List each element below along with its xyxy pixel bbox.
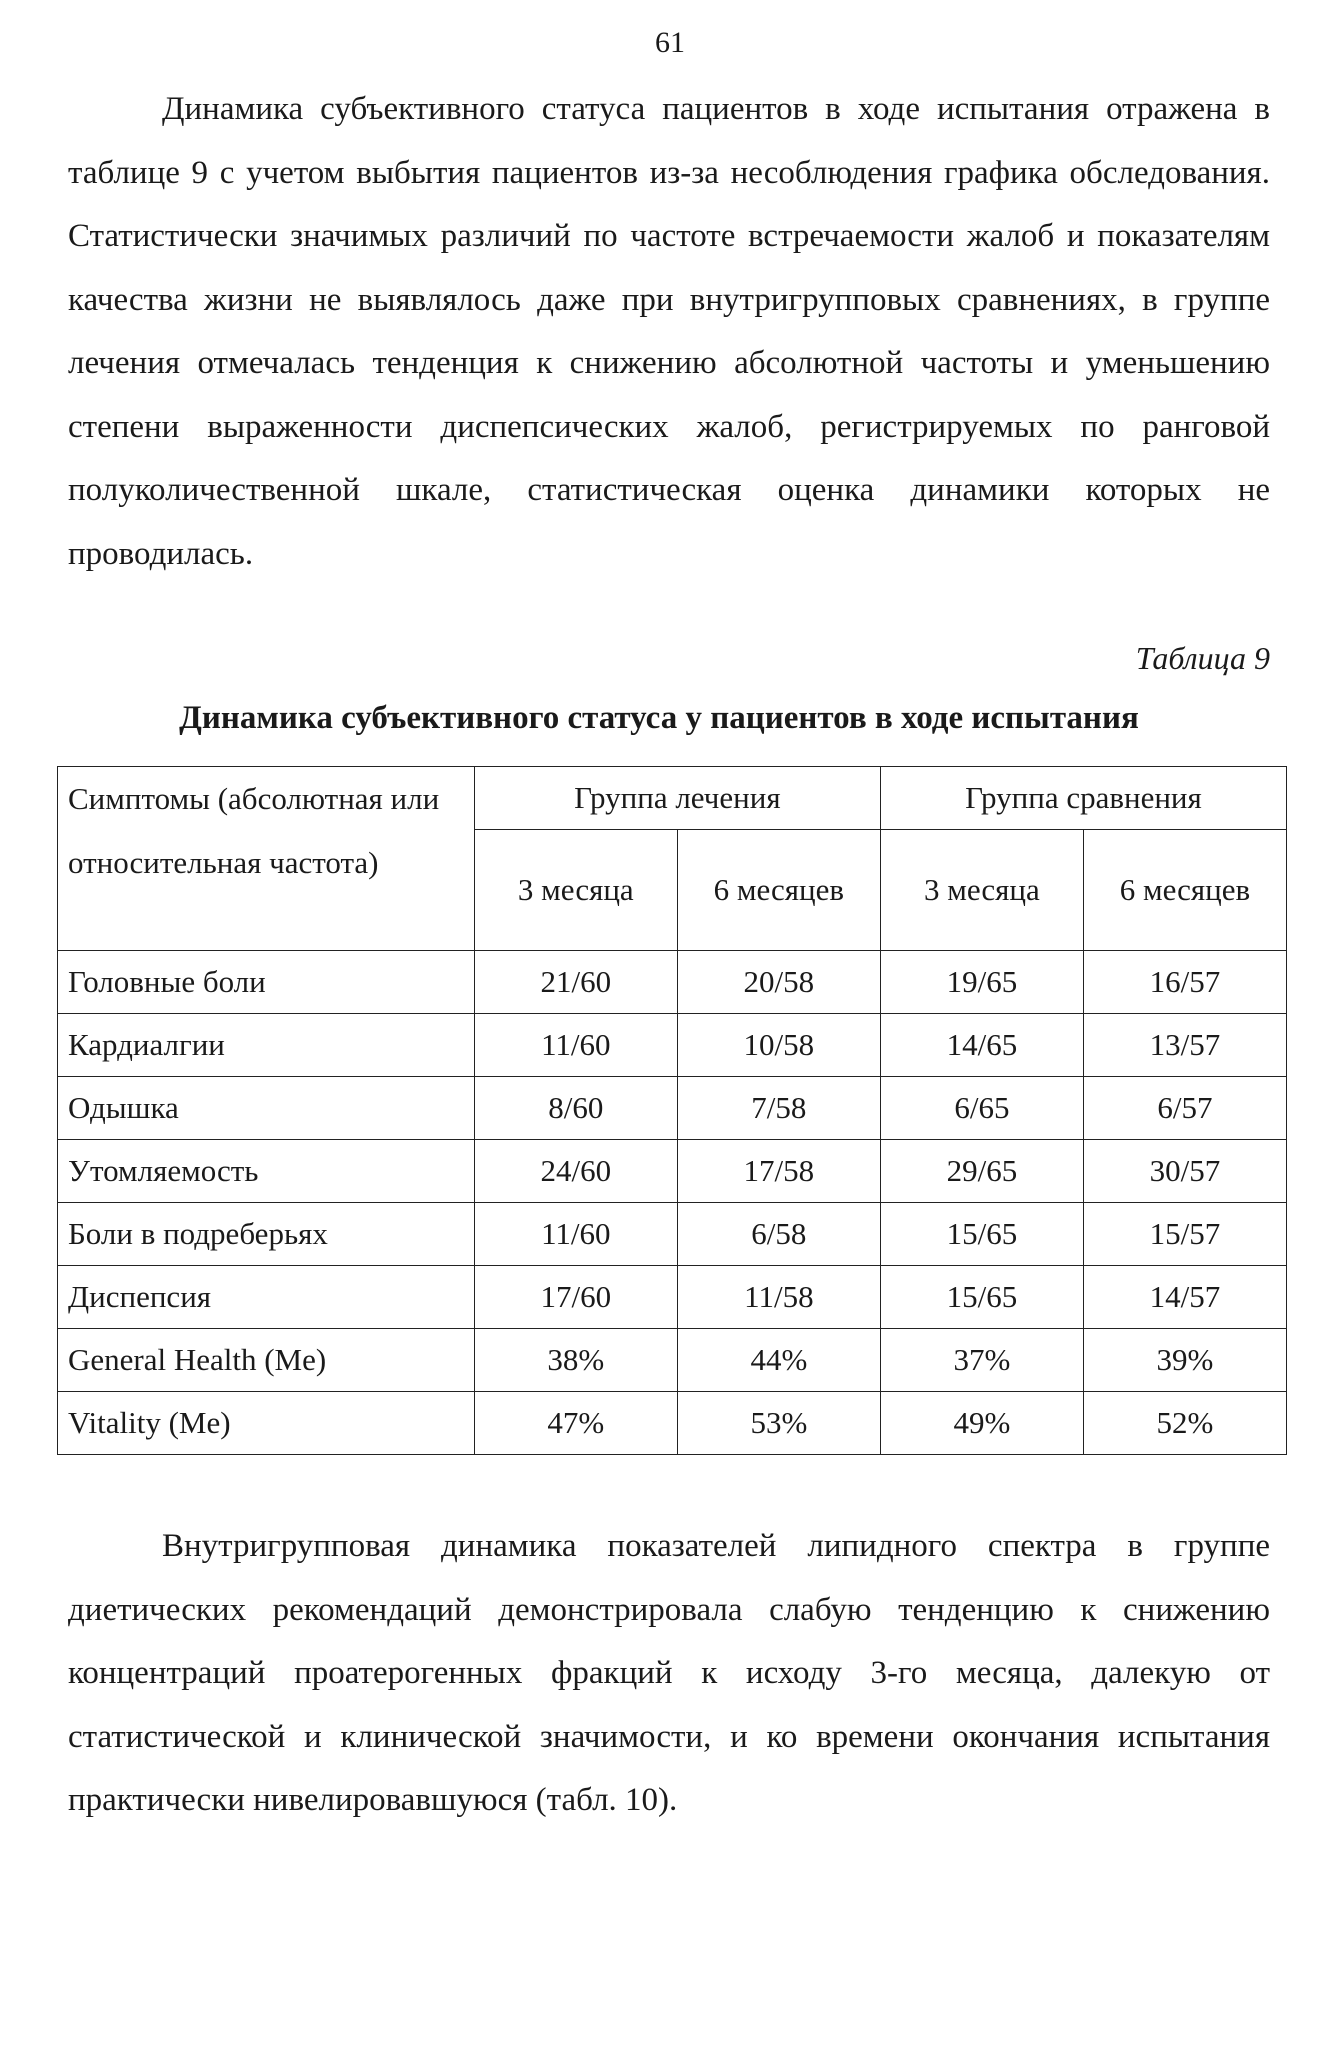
table-cell: 11/60 <box>474 1014 677 1077</box>
table-row <box>58 1266 1287 1329</box>
header-treatment-group: Группа лечения <box>474 767 880 830</box>
table-cell: 19/65 <box>880 951 1083 1014</box>
table-cell: 8/60 <box>474 1077 677 1140</box>
row-label: Одышка <box>58 1077 475 1140</box>
table-cell: 52% <box>1083 1392 1286 1455</box>
table-cell: 11/60 <box>474 1203 677 1266</box>
table-cell: 15/57 <box>1083 1203 1286 1266</box>
table-cell: 29/65 <box>880 1140 1083 1203</box>
page-number: 61 <box>655 26 685 59</box>
table-row <box>58 1077 1287 1140</box>
row-label: Утомляемость <box>58 1140 475 1203</box>
table-caption: Таблица 9 <box>1135 640 1270 676</box>
table-cell: 6/65 <box>880 1077 1083 1140</box>
table-cell: 17/58 <box>677 1140 880 1203</box>
table-cell: 21/60 <box>474 951 677 1014</box>
table-cell: 13/57 <box>1083 1014 1286 1077</box>
table-row <box>58 1392 1287 1455</box>
table-row <box>58 1203 1287 1266</box>
row-label: General Health (Me) <box>58 1329 475 1392</box>
row-label: Боли в подреберьях <box>58 1203 475 1266</box>
table-cell: 14/65 <box>880 1014 1083 1077</box>
table-cell: 6/58 <box>677 1203 880 1266</box>
row-label: Диспепсия <box>58 1266 475 1329</box>
table-cell: 14/57 <box>1083 1266 1286 1329</box>
symptom-dynamics-table <box>57 766 1287 1455</box>
table-row <box>58 1140 1287 1203</box>
row-label: Головные боли <box>58 951 475 1014</box>
table-row <box>58 1014 1287 1077</box>
table-cell: 10/58 <box>677 1014 880 1077</box>
header-symptoms: Симптомы (абсолютная или относительная частота) <box>58 767 475 951</box>
row-label: Кардиалгии <box>58 1014 475 1077</box>
header-month: 6 месяцев <box>1083 830 1286 951</box>
header-comparison-group: Группа сравнения <box>880 767 1286 830</box>
table-cell: 24/60 <box>474 1140 677 1203</box>
table-cell: 20/58 <box>677 951 880 1014</box>
table-cell: 53% <box>677 1392 880 1455</box>
table-title: Динамика субъективного статуса у пациентов в ходе испытания <box>179 700 1139 736</box>
table-cell: 16/57 <box>1083 951 1286 1014</box>
table-cell: 17/60 <box>474 1266 677 1329</box>
table-cell: 7/58 <box>677 1077 880 1140</box>
table-body <box>58 951 1287 1455</box>
table-row <box>58 951 1287 1014</box>
row-label: Vitality (Me) <box>58 1392 475 1455</box>
table-header-row-groups <box>58 767 1287 830</box>
header-month: 3 месяца <box>880 830 1083 951</box>
header-month: 3 месяца <box>474 830 677 951</box>
table-cell: 47% <box>474 1392 677 1455</box>
body-paragraph-2: Внутригрупповая динамика показателей липидного спектра в группе диетических рекомендаций демонстрировала слабую тенденцию к снижению концентраций проатерогенных фракций к исходу 3-го месяца, далекую от статистической и клинической значимости, и ко времени окончания испытания практически нивелировавшуюся (табл. 10). <box>68 1528 1270 1818</box>
table-cell: 38% <box>474 1329 677 1392</box>
table-cell: 15/65 <box>880 1266 1083 1329</box>
table-cell: 30/57 <box>1083 1140 1286 1203</box>
table-cell: 15/65 <box>880 1203 1083 1266</box>
body-paragraph-1: Динамика субъективного статуса пациентов в ходе испытания отражена в таблице 9 с учетом выбытия пациентов из-за несоблюдения графика обследования. Статистически значимых различий по частоте встречаемости жалоб и показателям качества жизни не выявлялось даже при внутригрупповых сравнениях, в группе лечения отмечалась тенденция к снижению абсолютной частоты и уменьшению степени выраженности диспепсических жалоб, регистрируемых по ранговой полуколичественной шкале, статистическая оценка динамики которых не проводилась. <box>68 91 1270 572</box>
table-cell: 49% <box>880 1392 1083 1455</box>
table-row <box>58 1329 1287 1392</box>
table-cell: 6/57 <box>1083 1077 1286 1140</box>
table-cell: 37% <box>880 1329 1083 1392</box>
table-cell: 39% <box>1083 1329 1286 1392</box>
table-cell: 11/58 <box>677 1266 880 1329</box>
table-cell: 44% <box>677 1329 880 1392</box>
header-month: 6 месяцев <box>677 830 880 951</box>
